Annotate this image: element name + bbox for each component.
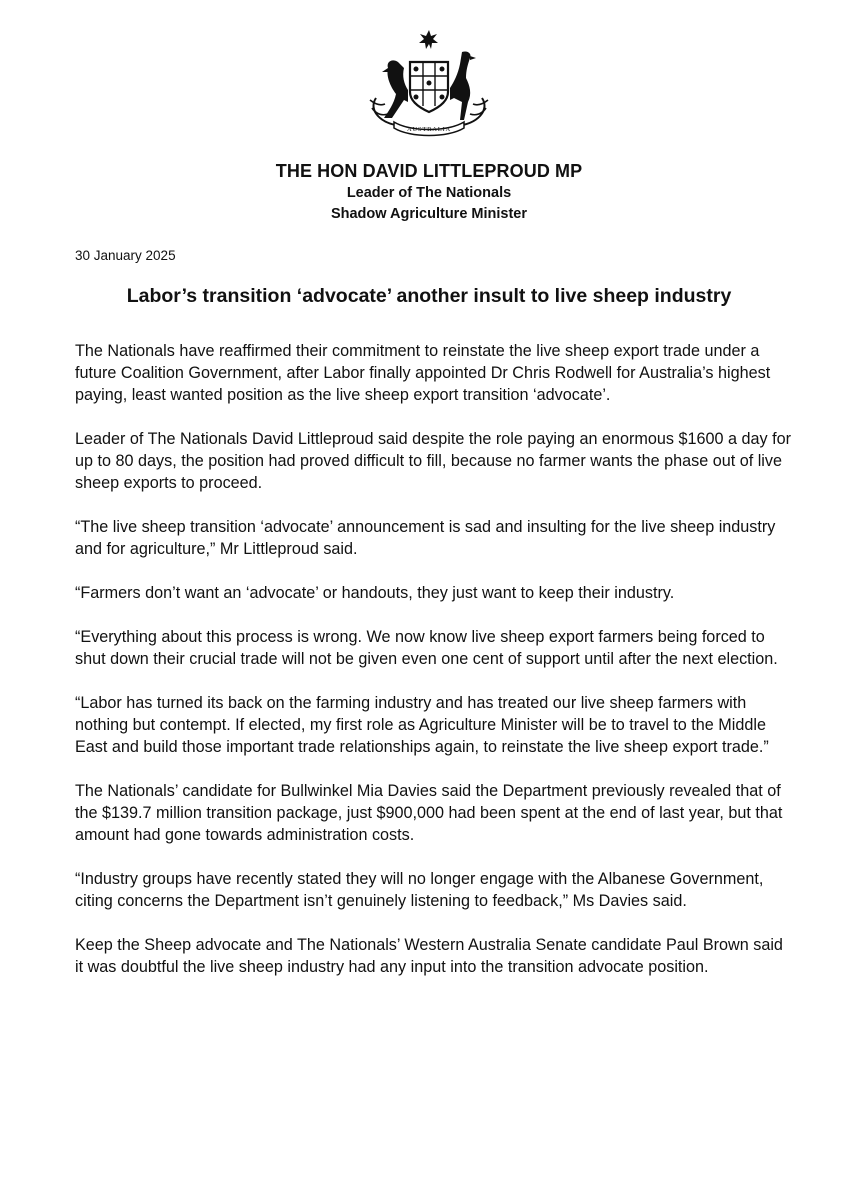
- body-paragraph: “Industry groups have recently stated they will no longer engage with the Albanese Government, citing concerns the Department isn’t genuinely listening to feedback,” Ms Davies said.: [75, 870, 764, 910]
- body-paragraph: The Nationals have reaffirmed their commitment to reinstate the live sheep export trade under a future Coalition Government, after Labor finally appointed Dr Chris Rodwell for Australia’s highest paying, least wanted position as the live sheep export transition ‘advocate’.: [75, 342, 771, 404]
- member-role-shadow-minister: Shadow Agriculture Minister: [330, 206, 528, 222]
- release-date: 30 January 2025: [75, 248, 176, 263]
- body-paragraph: “The live sheep transition ‘advocate’ announcement is sad and insulting for the live sheep industry and for agriculture,” Mr Littleproud said.: [75, 518, 776, 558]
- body-paragraph: Leader of The Nationals David Littleproud said despite the role paying an enormous $1600 a day for up to 80 days, the position had proved difficult to fill, because no farmer wants the phase out of live sheep exports to proceed.: [75, 430, 792, 492]
- press-release-headline: Labor’s transition ‘advocate’ another insult to live sheep industry: [126, 285, 732, 307]
- press-release-body: [75, 340, 795, 1000]
- body-paragraph: “Everything about this process is wrong. We now know live sheep export farmers being forced to shut down their crucial trade will not be given even one cent of support until after the next election.: [75, 628, 778, 668]
- member-name: THE HON DAVID LITTLEPROUD MP: [275, 161, 583, 181]
- body-paragraph: The Nationals’ candidate for Bullwinkel Mia Davies said the Department previously revealed that of the $139.7 million transition package, just $900,000 had been spent at the end of last year, but that amount had gone towards administration costs.: [75, 782, 783, 844]
- body-paragraph: “Farmers don’t want an ‘advocate’ or handouts, they just want to keep their industry.: [75, 584, 675, 602]
- svg-text:AUSTRALIA: AUSTRALIA: [406, 126, 452, 133]
- body-paragraph: Keep the Sheep advocate and The Nationals’ Western Australia Senate candidate Paul Brown said it was doubtful the live sheep industry had any input into the transition advocate position.: [75, 936, 783, 976]
- coat-of-arms-icon: [358, 28, 500, 138]
- member-role-leader: Leader of The Nationals: [346, 185, 512, 201]
- body-paragraph: “Labor has turned its back on the farming industry and has treated our live sheep farmers with nothing but contempt. If elected, my first role as Agriculture Minister will be to travel to the Middle East and build those important trade relationships again, to reinstate the live sheep export trade.”: [75, 694, 769, 756]
